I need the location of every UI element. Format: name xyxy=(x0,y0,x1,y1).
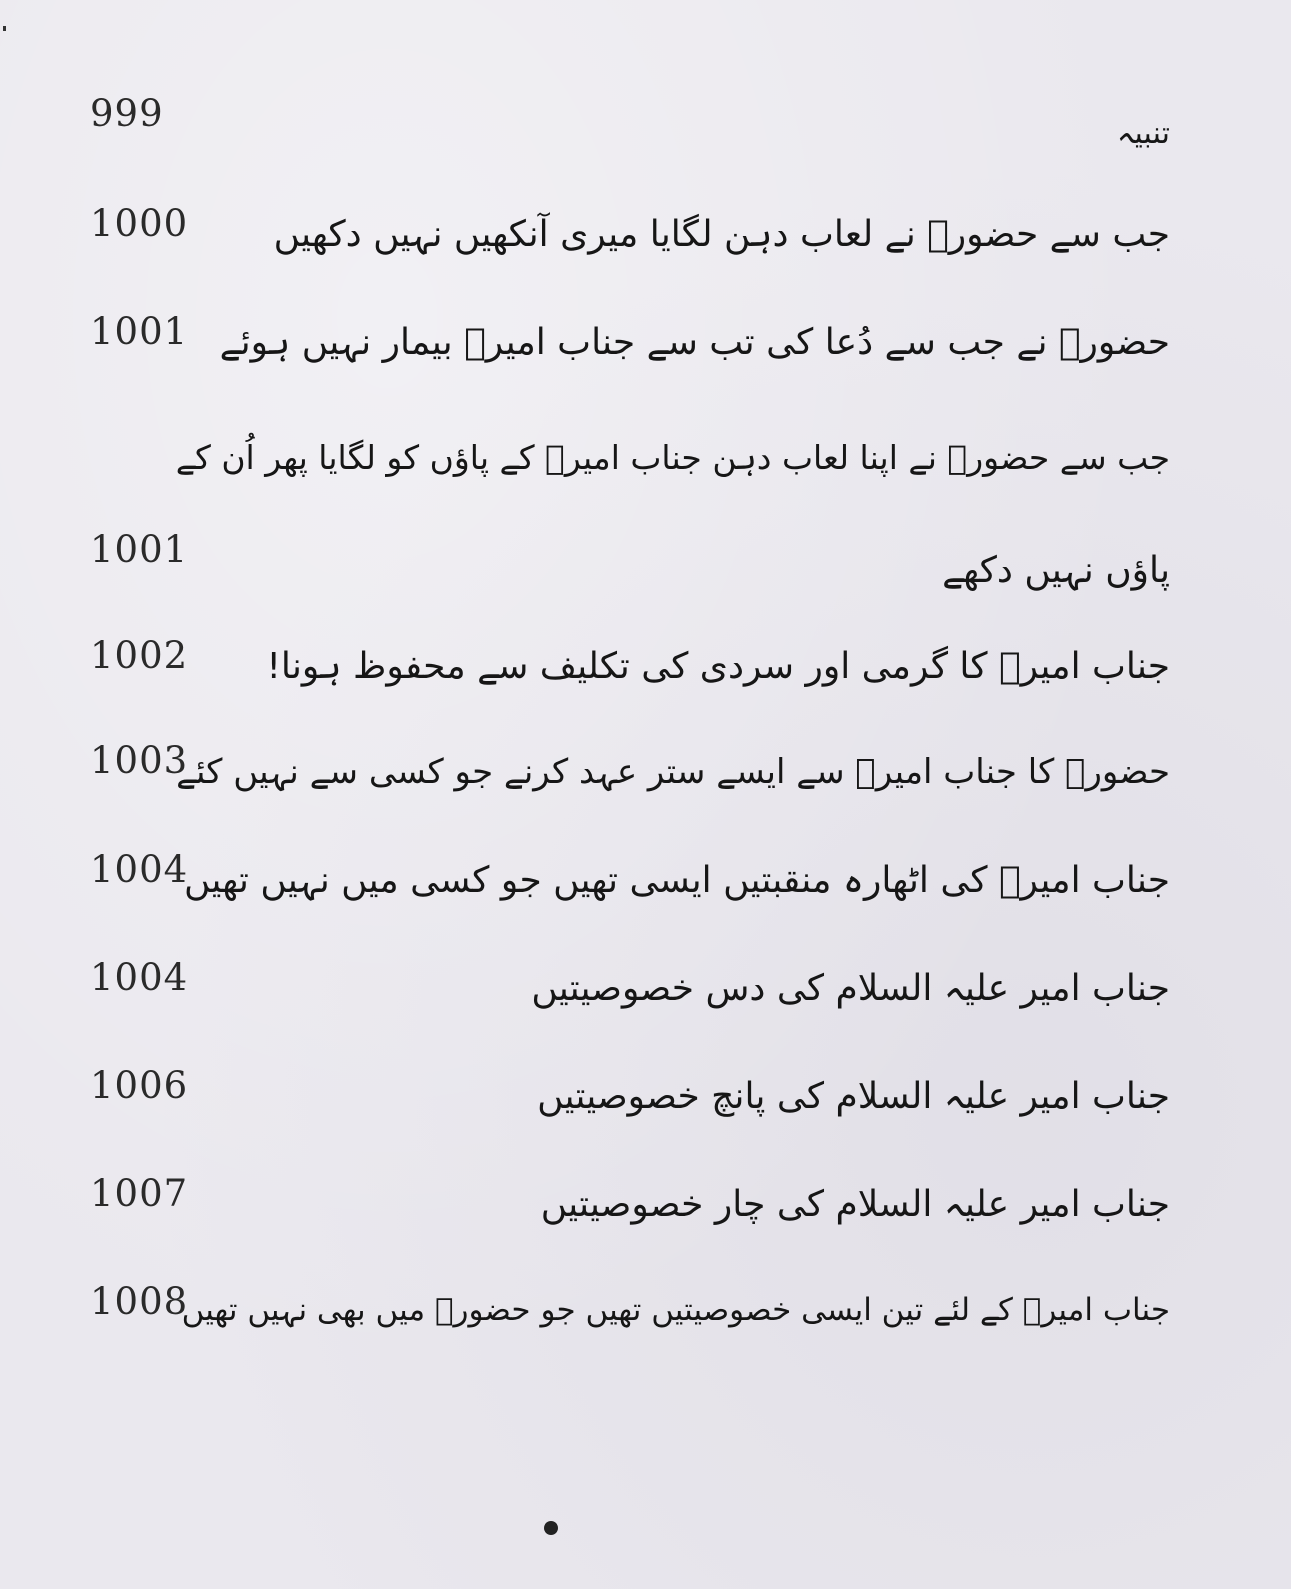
entry-page-number: 1002 xyxy=(90,634,189,677)
entry-title: تنبیہ xyxy=(1116,116,1170,151)
entry-title: جناب امیرؑ کا گرمی اور سردی کی تکلیف سے محفوظ ہونا! xyxy=(266,646,1170,687)
entry-title: جب سے حضورؐ نے اپنا لعاب دہن جناب امیرؑ کے پاؤں کو لگایا پھر اُن کے xyxy=(175,438,1170,477)
entry-page-number: 1004 xyxy=(90,848,189,891)
entry-page-number: 1008 xyxy=(90,1280,189,1323)
entry-page-number: 1003 xyxy=(90,739,189,782)
entry-page-number: 999 xyxy=(90,92,164,135)
entry-page-number: 1001 xyxy=(90,528,189,571)
entry-title: جب سے حضورؐ نے لعاب دہن لگایا میری آنکھیں نہیں دکھیں xyxy=(273,214,1170,255)
entry-page-number: 1004 xyxy=(90,956,189,999)
index-entry xyxy=(60,733,1170,803)
entry-page-number: 1001 xyxy=(90,310,189,353)
index-entry xyxy=(60,420,1170,490)
index-entry xyxy=(60,950,1170,1020)
entry-title: جناب امیر علیہ السلام کی چار خصوصیتیں xyxy=(540,1184,1170,1225)
index-entry xyxy=(60,1058,1170,1128)
entry-title: حضورؐ نے جب سے دُعا کی تب سے جناب امیرؑ بیمار نہیں ہوئے xyxy=(219,322,1170,363)
entry-page-number: 1007 xyxy=(90,1172,189,1215)
index-entry xyxy=(60,522,1170,592)
entry-page-number: 1000 xyxy=(90,202,189,245)
index-entry xyxy=(60,842,1170,912)
index-entry xyxy=(60,1274,1170,1344)
entry-title: حضورؐ کا جناب امیرؑ سے ایسے ستر عہد کرنے جو کسی سے نہیں کئے xyxy=(176,752,1170,792)
index-entry xyxy=(60,1166,1170,1236)
index-entry xyxy=(60,86,1170,156)
entry-title: پاؤں نہیں دکھے xyxy=(942,550,1170,591)
entry-title: جناب امیر علیہ السلام کی پانچ خصوصیتیں xyxy=(537,1076,1170,1117)
index-entry xyxy=(60,304,1170,374)
index-entry xyxy=(60,628,1170,698)
bullet-dot xyxy=(544,1521,558,1535)
index-entry xyxy=(60,196,1170,266)
entry-title: جناب امیرؑ کے لئے تین ایسی خصوصیتیں تھیں جو حضورؐ میں بھی نہیں تھیں xyxy=(181,1292,1170,1328)
entry-title: جناب امیرؑ کی اٹھارہ منقبتیں ایسی تھیں جو کسی میں نہیں تھیں xyxy=(184,860,1170,901)
entry-page-number: 1006 xyxy=(90,1064,189,1107)
entry-title: جناب امیر علیہ السلام کی دس خصوصیتیں xyxy=(531,968,1170,1009)
scan-mark xyxy=(3,26,6,31)
